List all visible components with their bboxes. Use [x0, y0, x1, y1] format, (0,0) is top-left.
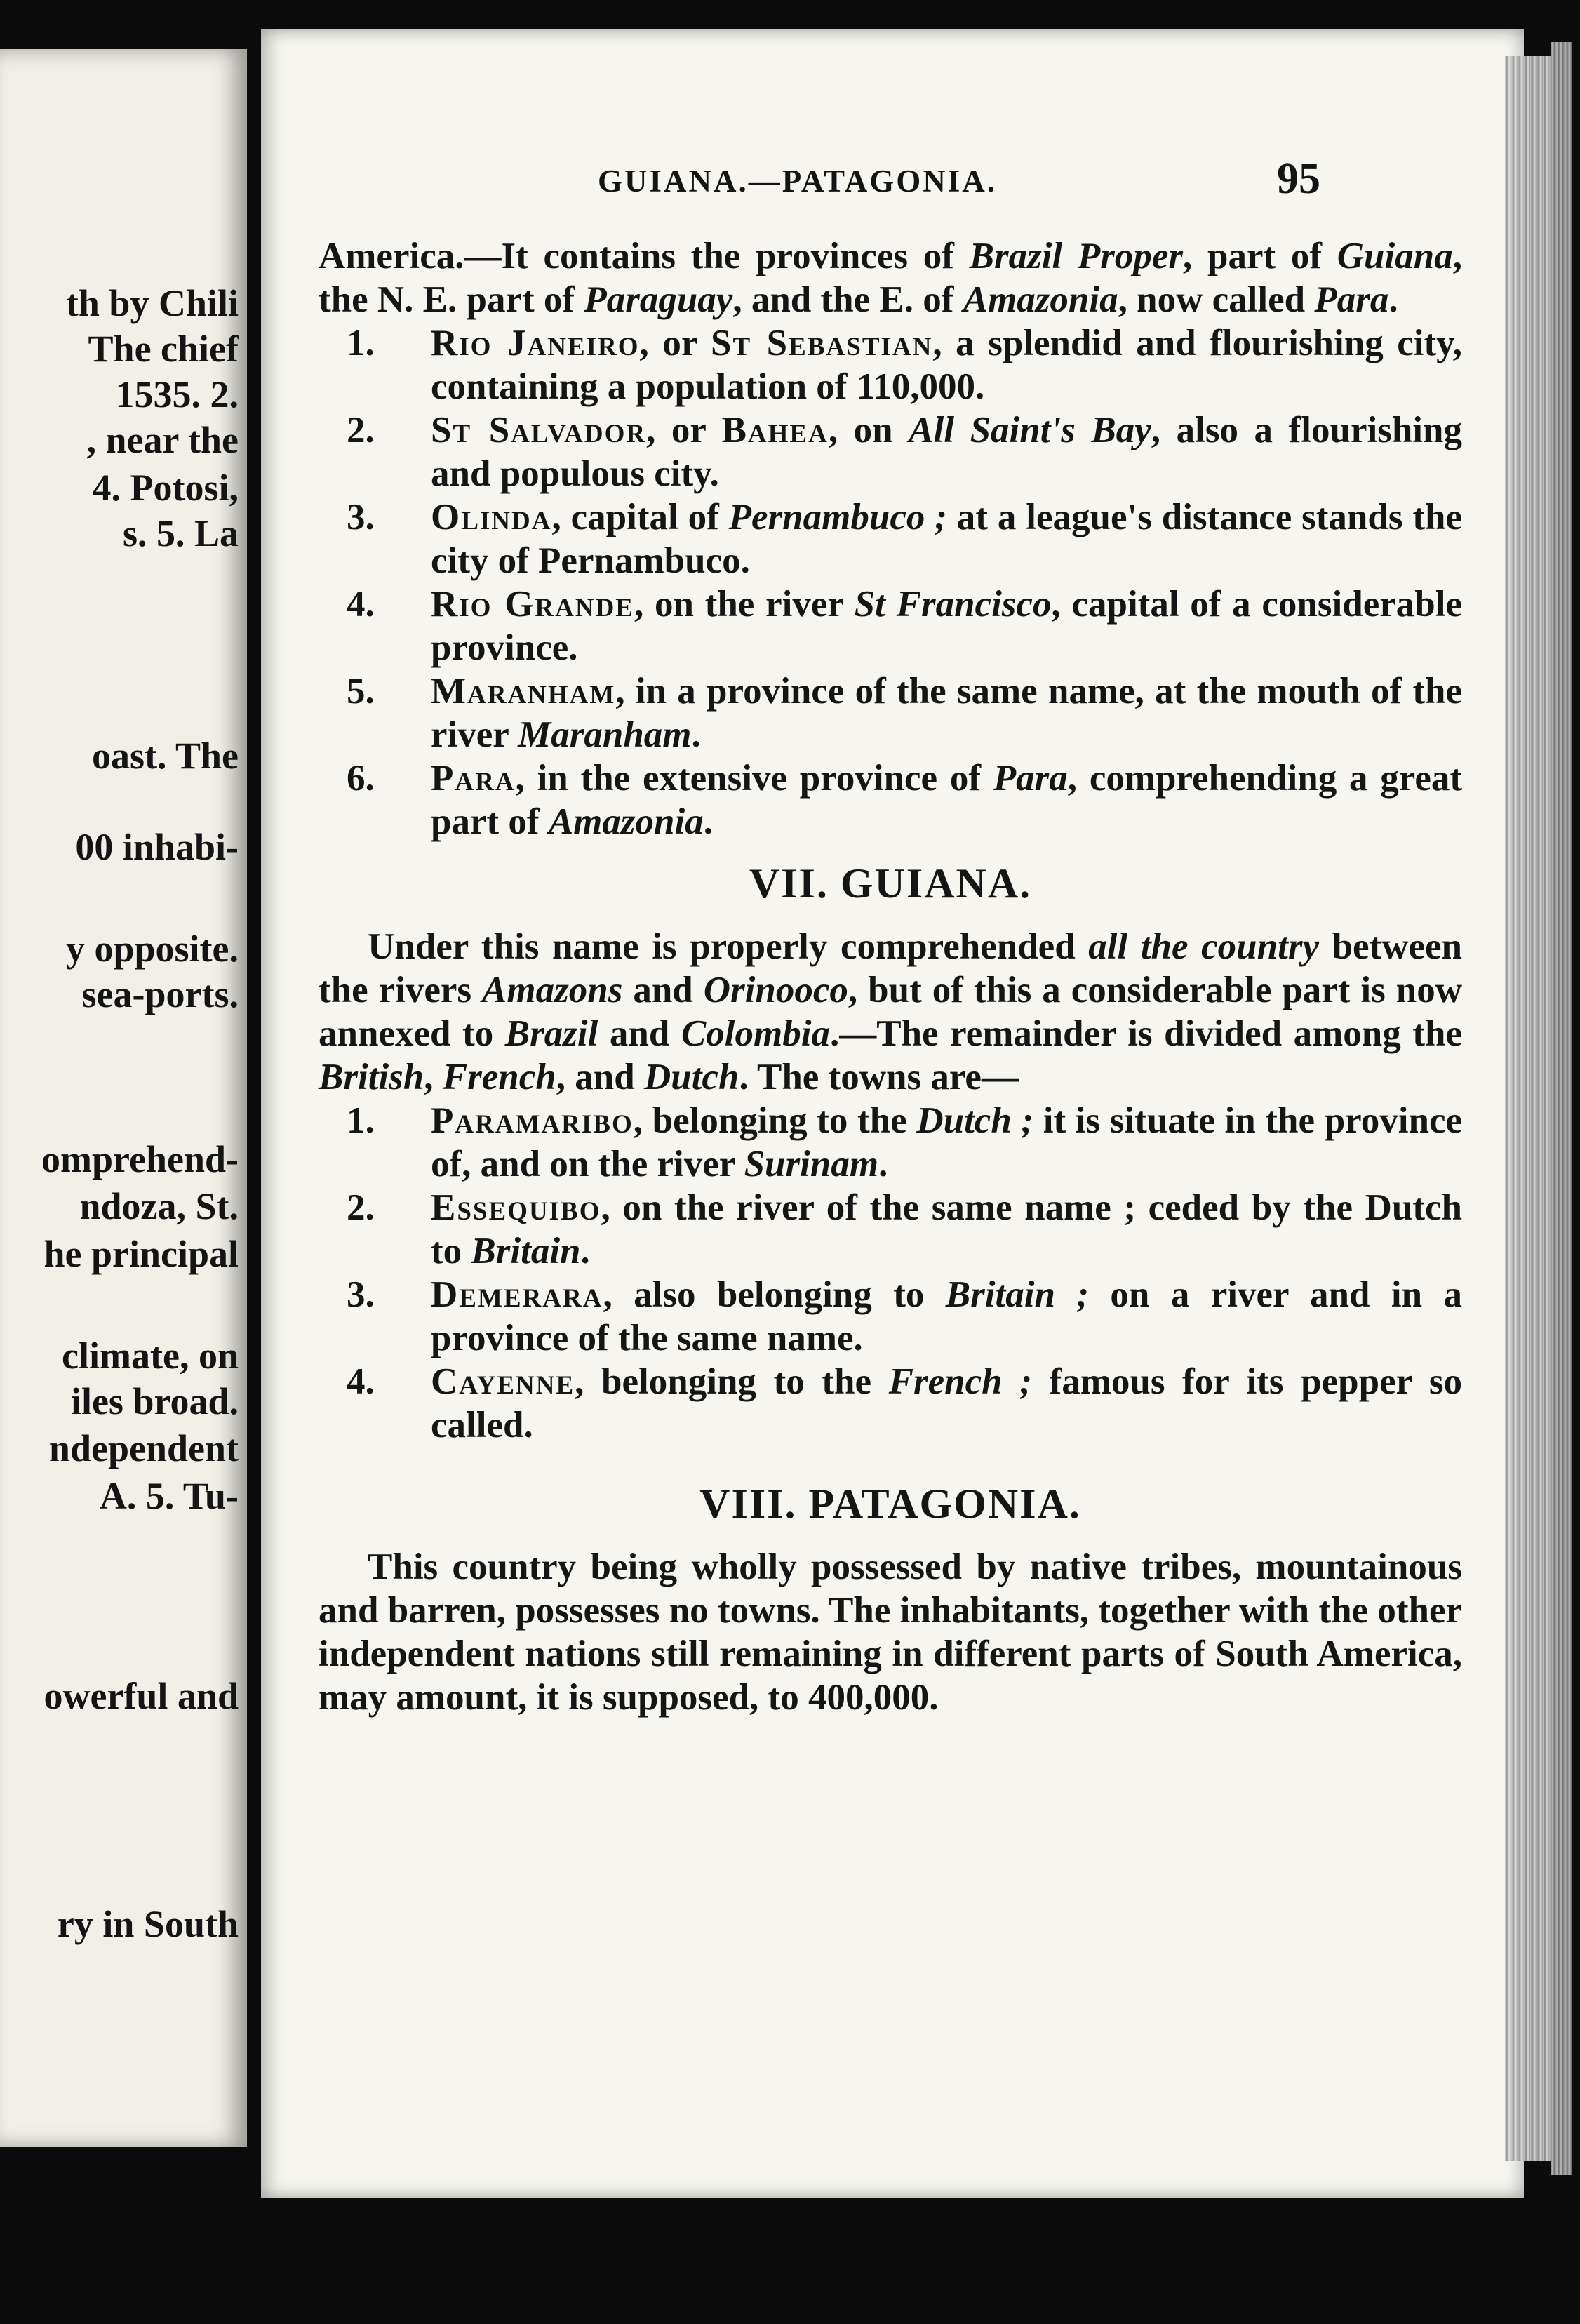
- text-run: , the N. E. part of: [319, 236, 1462, 320]
- item-text: , a splendid and flourishing city, containing a population of 110,000.: [431, 323, 1462, 407]
- book-edge: [1551, 42, 1572, 2175]
- item-text: , also belonging to: [603, 1274, 946, 1315]
- town-name: Rio Grande: [431, 584, 634, 625]
- italic-phrase: Amazonia: [548, 801, 704, 842]
- item-text: at a league's distance stands the city of Pernambuco.: [431, 497, 1462, 581]
- italic-phrase: all the country: [1088, 926, 1319, 967]
- text-run: between the rivers: [319, 926, 1463, 1010]
- item-number: 2.: [347, 410, 375, 450]
- item-text: , in a province of the same name, at the mouth of the river: [431, 671, 1462, 755]
- italic-phrase: St Francisco: [854, 584, 1052, 625]
- town-name: Maranham: [431, 671, 616, 712]
- text-run: , part of: [1183, 236, 1337, 276]
- item-number: 4.: [347, 584, 375, 625]
- text-run: America.—It contains the provinces of: [319, 236, 970, 276]
- item-text: .: [878, 1144, 888, 1184]
- italic-phrase: Para: [993, 758, 1068, 799]
- item-text: , in the extensive province of: [515, 758, 993, 799]
- item-number: 2.: [347, 1187, 375, 1228]
- italic-phrase: Britain: [471, 1231, 581, 1271]
- item-number: 3.: [347, 497, 375, 537]
- item-text: it is situate in the province of, and on the river: [431, 1100, 1462, 1184]
- item-text: , comprehending a great part of: [431, 758, 1463, 842]
- left-page-text-fragment: The chief: [88, 328, 239, 370]
- text-run: ,: [424, 1057, 443, 1097]
- item-text: , belonging to the: [575, 1361, 889, 1402]
- italic-phrase: Brazil Proper: [969, 236, 1184, 276]
- town-list-item: [319, 408, 1462, 495]
- text-run: , and: [556, 1057, 644, 1097]
- town-list-item: [319, 495, 1462, 582]
- town-name: Paramaribo: [431, 1100, 634, 1141]
- item-text: , or: [646, 410, 722, 450]
- town-name: Rio Janeiro: [431, 323, 640, 363]
- italic-phrase: Colombia: [681, 1013, 830, 1054]
- town-name: St Sebastian: [710, 323, 933, 363]
- left-page-text-fragment: ndependent: [48, 1427, 239, 1469]
- italic-phrase: Pernambuco ;: [728, 497, 947, 537]
- item-number: 3.: [347, 1274, 375, 1315]
- item-text: .: [580, 1231, 590, 1271]
- town-list-item: [319, 1099, 1462, 1186]
- section-heading-patagonia: VIII. PATAGONIA.: [699, 1481, 1081, 1527]
- item-text: , capital of: [551, 497, 729, 537]
- item-text: , belonging to the: [633, 1100, 917, 1141]
- town-list-item: [319, 582, 1462, 669]
- town-list-item: [319, 756, 1462, 843]
- italic-phrase: Guiana: [1337, 236, 1453, 276]
- item-text: .: [703, 801, 713, 842]
- text-run: , and the E. of: [732, 279, 963, 320]
- left-page-text-fragment: owerful and: [43, 1675, 239, 1717]
- italic-phrase: Brazil: [504, 1013, 598, 1054]
- text-run: Under this name is properly comprehended: [368, 926, 1089, 967]
- item-number: 6.: [347, 758, 375, 799]
- text-run: . The towns are—: [739, 1057, 1019, 1097]
- italic-phrase: Amazonia: [963, 279, 1118, 320]
- italic-phrase: French: [442, 1057, 556, 1097]
- italic-phrase: Surinam: [744, 1144, 879, 1184]
- italic-phrase: Dutch ;: [916, 1100, 1034, 1141]
- item-text: famous for its pepper so called.: [431, 1361, 1462, 1445]
- left-page-text-fragment: 1535. 2.: [115, 373, 239, 415]
- left-page-text-fragment: th by Chili: [65, 282, 239, 324]
- item-text: , on the river of the same name ; ceded by the Dutch to: [431, 1187, 1462, 1271]
- item-number: 1.: [347, 323, 375, 363]
- italic-phrase: Maranham: [518, 714, 692, 755]
- text-run: and: [598, 1013, 681, 1054]
- town-list-item: [319, 321, 1462, 408]
- patagonia-paragraph: This country being wholly possessed by native tribes, mountainous and barren, possesses no towns. The inhabitants, together with the other independent nations still remaining in different parts of South America, may amount, it is supposed, to 400,000.: [319, 1547, 1462, 1718]
- item-text: .: [691, 714, 701, 755]
- item-text: , or: [639, 323, 711, 363]
- item-text: , also a flourishing and populous city.: [431, 410, 1462, 494]
- italic-phrase: French ;: [888, 1361, 1032, 1402]
- italic-phrase: Para: [1314, 279, 1389, 320]
- text-run: , but of this a considerable part is now annexed to: [319, 970, 1463, 1054]
- item-text: on a river and in a province of the same name.: [431, 1274, 1463, 1358]
- italic-phrase: British: [319, 1057, 424, 1097]
- left-page-text-fragment: 00 inhabi-: [75, 826, 239, 868]
- town-name: Demerara: [431, 1274, 603, 1315]
- left-page-text-fragment: iles broad.: [70, 1380, 239, 1422]
- left-page-text-fragment: ry in South: [57, 1903, 239, 1945]
- running-head: GUIANA.—PATAGONIA.: [598, 163, 997, 199]
- left-page-text-fragment: A. 5. Tu-: [99, 1475, 239, 1517]
- left-page-text-fragment: y opposite.: [65, 928, 239, 970]
- text-run: and: [622, 970, 704, 1010]
- italic-phrase: Paraguay: [584, 279, 733, 320]
- italic-phrase: Orinooco: [703, 970, 848, 1010]
- text-run: , now called: [1118, 279, 1315, 320]
- left-page-text-fragment: omprehend-: [41, 1138, 239, 1180]
- item-number: 4.: [347, 1361, 375, 1402]
- left-page-text-fragment: s. 5. La: [122, 512, 239, 554]
- left-page-text-fragment: 4. Potosi,: [92, 467, 239, 509]
- italic-phrase: Britain ;: [945, 1274, 1089, 1315]
- item-text: , on the river: [634, 584, 855, 625]
- town-name: Cayenne: [431, 1361, 575, 1402]
- text-run: .: [1388, 279, 1398, 320]
- item-number: 5.: [347, 671, 375, 712]
- town-list-item: [319, 1186, 1462, 1273]
- town-name: Para: [431, 758, 516, 799]
- guiana-town-list: [319, 1099, 1462, 1447]
- town-name: Bahea: [721, 410, 829, 450]
- left-page-text-fragment: , near the: [86, 419, 239, 461]
- page-number: 95: [1277, 155, 1320, 203]
- item-text: , capital of a considerable province.: [431, 584, 1462, 668]
- left-page-text-fragment: he principal: [43, 1233, 239, 1275]
- left-facing-page: [0, 49, 247, 2147]
- town-name: Essequibo: [431, 1187, 601, 1228]
- guiana-paragraph: [319, 925, 1462, 1099]
- item-number: 1.: [347, 1100, 375, 1141]
- town-name: St Salvador: [431, 410, 647, 450]
- section-heading-guiana: VII. GUIANA.: [749, 860, 1032, 907]
- town-list-item: [319, 669, 1462, 756]
- item-text: , on: [828, 410, 909, 450]
- main-page: [261, 29, 1524, 2198]
- italic-phrase: Dutch: [643, 1057, 739, 1097]
- town-list-item: [319, 1273, 1462, 1360]
- town-list-item: [319, 1360, 1462, 1447]
- left-page-text-fragment: oast. The: [91, 735, 239, 777]
- italic-phrase: All Saint's Bay: [909, 410, 1151, 450]
- town-name: Olinda: [431, 497, 552, 537]
- brazil-intro: [319, 234, 1462, 321]
- brazil-town-list: [319, 321, 1462, 843]
- left-page-text-fragment: ndoza, St.: [79, 1185, 239, 1227]
- left-page-text-fragment: climate, on: [62, 1335, 239, 1377]
- left-page-text-fragment: sea-ports.: [81, 973, 239, 1015]
- italic-phrase: Amazons: [482, 970, 623, 1010]
- text-run: .—The remainder is divided among the: [829, 1013, 1462, 1054]
